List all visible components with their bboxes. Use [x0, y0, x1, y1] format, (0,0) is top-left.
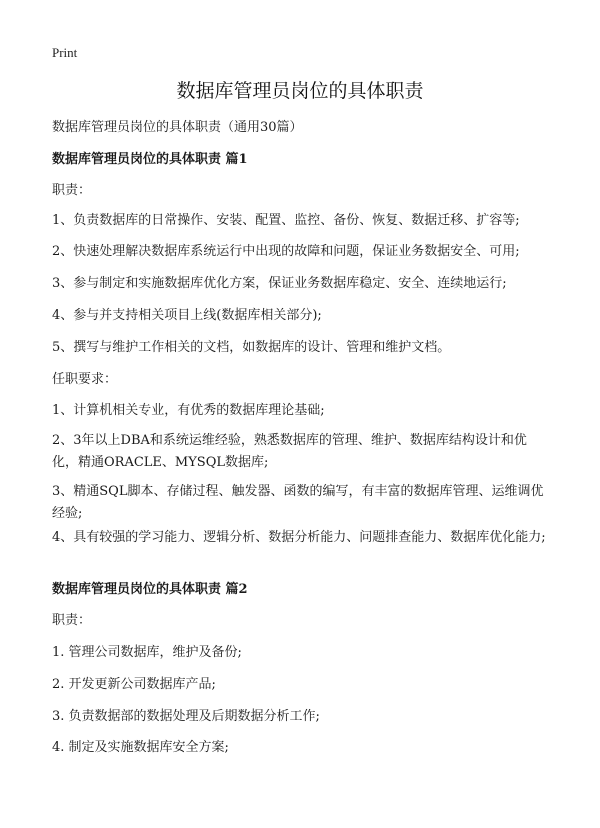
- duty-item: 4. 制定及实施数据库安全方案;: [52, 740, 229, 755]
- duty-item: 3. 负责数据部的数据处理及后期数据分析工作;: [52, 709, 320, 724]
- document-subtitle: 数据库管理员岗位的具体职责（通用30篇）: [52, 120, 303, 135]
- requirement-item: 3、精通SQL脚本、存储过程、触发器、函数的编写，有丰富的数据库管理、运维调优经验;: [52, 484, 544, 521]
- duties-label-2: 职责：: [52, 613, 92, 628]
- duty-item: 2. 开发更新公司数据库产品;: [52, 677, 216, 692]
- requirement-item: 4、具有较强的学习能力、逻辑分析、数据分析能力、问题排查能力、数据库优化能力;: [52, 530, 546, 545]
- requirements-label: 任职要求：: [52, 372, 118, 387]
- requirement-item: 1、计算机相关专业，有优秀的数据库理论基础;: [52, 403, 325, 418]
- duty-item: 1、负责数据库的日常操作、安装、配置、监控、备份、恢复、数据迁移、扩容等;: [52, 213, 520, 228]
- duty-item: 5、撰写与维护工作相关的文档，如数据库的设计、管理和维护文档。: [52, 340, 451, 355]
- section-heading-1: 数据库管理员岗位的具体职责 篇1: [52, 152, 248, 167]
- print-link[interactable]: Print: [52, 45, 78, 60]
- duty-item: 3、参与制定和实施数据库优化方案，保证业务数据库稳定、安全、连续地运行;: [52, 276, 507, 291]
- duty-item: 1. 管理公司数据库，维护及备份;: [52, 645, 242, 660]
- section-heading-2: 数据库管理员岗位的具体职责 篇2: [52, 582, 248, 597]
- duty-item: 2、快速处理解决数据库系统运行中出现的故障和问题，保证业务数据安全、可用;: [52, 244, 520, 259]
- duty-item: 4、参与并支持相关项目上线(数据库相关部分);: [52, 308, 322, 323]
- document-title: 数据库管理员岗位的具体职责: [176, 80, 424, 102]
- duties-label-1: 职责：: [52, 183, 92, 198]
- requirement-item: 2、3年以上DBA和系统运维经验，熟悉数据库的管理、维护、数据库结构设计和优化，精通ORACLE、MYSQL数据库;: [52, 433, 527, 470]
